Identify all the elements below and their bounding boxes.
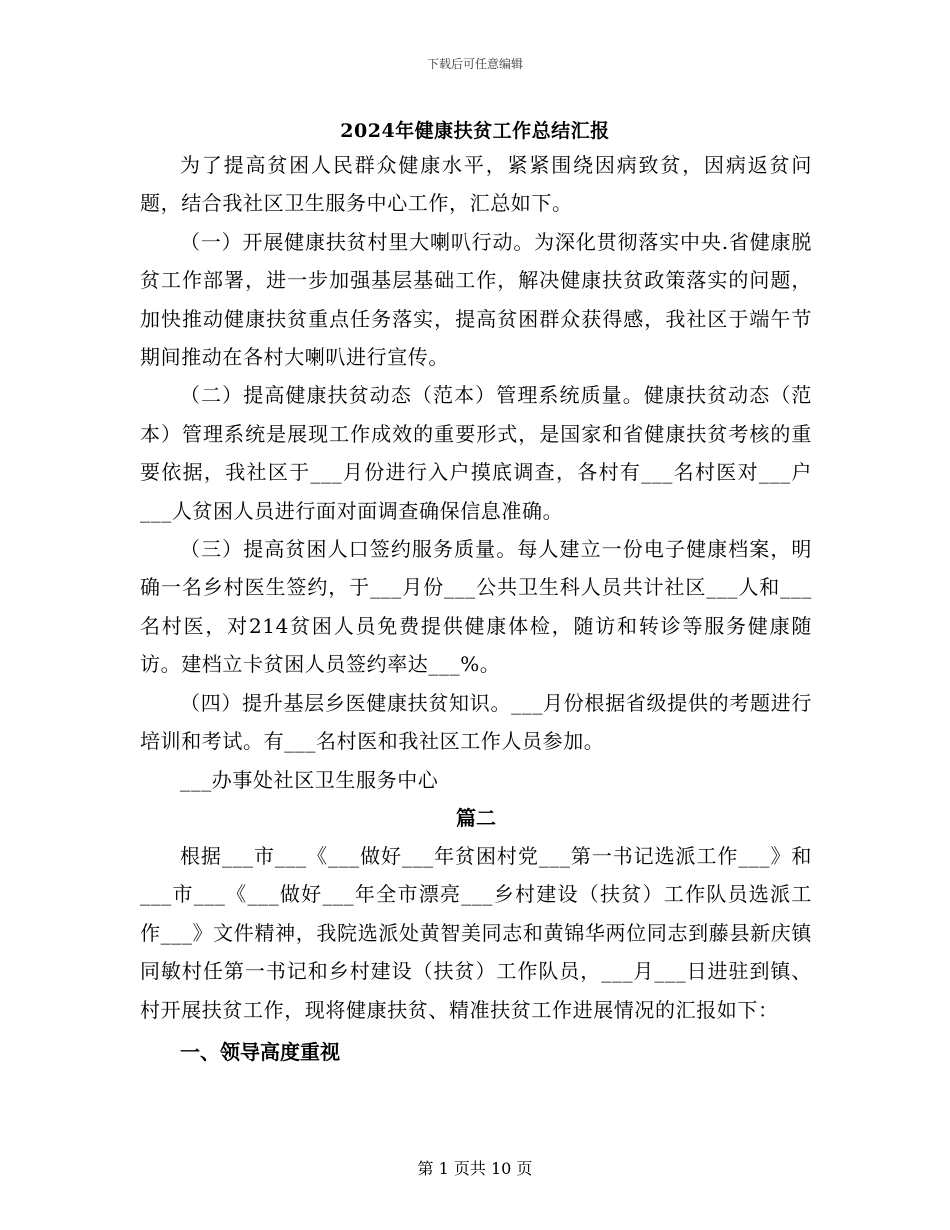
section-heading-part-two: 篇二	[456, 805, 496, 830]
document-body	[140, 146, 812, 1071]
part-two-paragraph: 根据___市___《___做好___年贫困村党___第一书记选派工作___》和___市___《___做好___年全市漂亮___乡村建设（扶贫）工作队员选派工作___》文件精神，我院选派处黄智美同志和黄锦华两位同志到藤县新庆镇同敏村任第一书记和乡村建设（扶贫）工作队员，___月___日进驻到镇、村开展扶贫工作，现将健康扶贫、精准扶贫工作进展情况的汇报如下：	[140, 843, 812, 1022]
document-title: 2024年健康扶贫工作总结汇报	[340, 120, 610, 142]
header-note: 下载后可任意编辑	[426, 57, 523, 71]
intro-paragraph: 为了提高贫困人民群众健康水平，紧紧围绕因病致贫，因病返贫问题，结合我社区卫生服务中心工作，汇总如下。	[140, 153, 812, 216]
subheading-leadership: 一、领导高度重视	[180, 1039, 340, 1064]
item-paragraph-2: （二）提高健康扶贫动态（范本）管理系统质量。健康扶贫动态（范本）管理系统是展现工作成效的重要形式，是国家和省健康扶贫考核的重要依据，我社区于___月份进行入户摸底调查，各村有___名村医对___户___人贫困人员进行面对面调查确保信息准确。	[140, 383, 812, 523]
item-paragraph-4: （四）提升基层乡医健康扶贫知识。___月份根据省级提供的考题进行培训和考试。有___名村医和我社区工作人员参加。	[140, 690, 812, 754]
item-paragraph-3: （三）提高贫困人口签约服务质量。每人建立一份电子健康档案，明确一名乡村医生签约，于___月份___公共卫生科人员共计社区___人和___名村医，对214贫困人员免费提供健康体检，随访和转诊等服务健康随访。建档立卡贫困人员签约率达___%。	[140, 537, 812, 677]
page-number-footer: 第 1 页共 10 页	[417, 1159, 533, 1178]
item-paragraph-1: （一）开展健康扶贫村里大喇叭行动。为深化贯彻落实中央.省健康脱贫工作部署，进一步加强基层基础工作，解决健康扶贫政策落实的问题，加快推动健康扶贫重点任务落实，提高贫困群众获得感，我社区于端午节期间推动在各村大喇叭进行宣传。	[140, 229, 812, 370]
signature-line: ___办事处社区卫生服务中心	[180, 767, 439, 792]
